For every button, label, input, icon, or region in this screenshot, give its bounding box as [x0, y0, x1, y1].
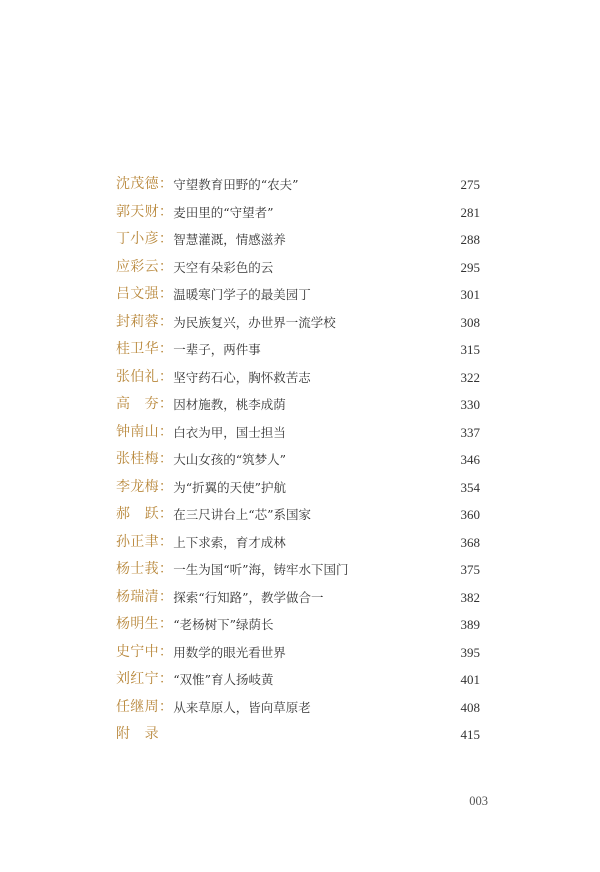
- toc-entry-page: 346: [460, 452, 480, 467]
- toc-entry-page: 360: [460, 507, 480, 522]
- toc-entry[interactable]: [116, 419, 480, 447]
- toc-entry-page: 330: [460, 397, 480, 412]
- toc-entry-name: 封莉蓉：: [116, 313, 174, 330]
- toc-entry-name: 吕文强：: [116, 286, 174, 302]
- toc-entry-page: 288: [460, 232, 480, 247]
- toc-entry-page: 389: [460, 617, 480, 632]
- toc-entry[interactable]: [116, 501, 480, 529]
- toc-entry-page: 375: [460, 562, 480, 577]
- toc-entry-title: “双惟”育人扬岐黄: [173, 672, 274, 687]
- toc-entry[interactable]: [116, 199, 480, 227]
- toc-entry-title: 大山女孩的“筑梦人”: [173, 452, 286, 467]
- toc-entry-title: 麦田里的“守望者”: [173, 204, 274, 220]
- toc-entry-title: 智慧灌溉，情感滋养: [173, 232, 286, 247]
- toc-entry-title: 为“折翼的天使”护航: [173, 479, 286, 495]
- toc-entry[interactable]: [116, 309, 480, 337]
- toc-entry-page: 408: [460, 699, 480, 715]
- toc-entry-page: 315: [460, 342, 480, 357]
- toc-entry-title: “老杨树下”绿荫长: [173, 617, 274, 632]
- toc-entry[interactable]: [116, 721, 480, 749]
- page-number: 003: [469, 794, 488, 808]
- toc-entry-page: 301: [460, 287, 480, 302]
- toc-entry-page: 368: [460, 534, 480, 550]
- toc-entry-page: 337: [460, 424, 480, 440]
- toc-entry-title: 为民族复兴，办世界一流学校: [173, 314, 336, 330]
- toc-entry-title: 从来草原人，皆向草原老: [173, 699, 311, 715]
- toc-entry-name: 张桂梅：: [116, 451, 174, 467]
- toc-entry[interactable]: [116, 694, 480, 722]
- toc-entry-title: 一辈子，两件事: [173, 342, 261, 357]
- toc-entry[interactable]: [116, 529, 480, 557]
- toc-entry-name: 刘红宁：: [116, 671, 174, 687]
- toc-entry[interactable]: [116, 281, 480, 309]
- toc-entry-title: 白衣为甲，国士担当: [173, 424, 286, 440]
- toc-entry-title: 天空有朵彩色的云: [173, 259, 274, 275]
- toc-entry-title: 温暖寒门学子的最美园丁: [173, 287, 311, 302]
- toc-entry-page: 415: [460, 727, 480, 742]
- toc-entry[interactable]: [116, 666, 480, 694]
- toc-entry[interactable]: [116, 446, 480, 474]
- toc-entry-title: 坚守药石心，胸怀救苦志: [173, 369, 311, 385]
- toc-entry-name: 桂卫华：: [116, 341, 174, 357]
- toc-entry-title: 探索“行知路”，教学做合一: [173, 589, 324, 605]
- toc-entry-title: 因材施教，桃李成荫: [173, 397, 286, 412]
- toc-entry-name: 丁小彦：: [116, 231, 174, 247]
- toc-entry[interactable]: [116, 226, 480, 254]
- toc-entry-name: 孙正聿：: [116, 533, 174, 550]
- toc-entry[interactable]: [116, 391, 480, 419]
- toc-entry[interactable]: [116, 254, 480, 282]
- toc-entry-name: 任继周：: [116, 698, 174, 715]
- toc-entry-name: 张伯礼：: [116, 368, 174, 385]
- toc-entry[interactable]: [116, 364, 480, 392]
- toc-entry-name: 郭天财：: [116, 203, 174, 220]
- toc-entry-name: 钟南山：: [116, 423, 174, 440]
- toc-entry-title: 上下求索，育才成林: [173, 534, 286, 550]
- toc-entry[interactable]: [116, 171, 480, 199]
- table-of-contents: [116, 171, 480, 749]
- toc-entry[interactable]: [116, 556, 480, 584]
- toc-entry-name: 杨士莪：: [116, 561, 174, 577]
- toc-entry-page: 354: [460, 479, 480, 495]
- toc-entry-title: 用数学的眼光看世界: [173, 644, 286, 660]
- toc-entry-page: 295: [460, 259, 480, 275]
- toc-entry-page: 395: [460, 644, 480, 660]
- toc-entry[interactable]: [116, 639, 480, 667]
- toc-entry-page: 401: [460, 672, 480, 687]
- toc-entry-name: 史宁中：: [116, 643, 174, 660]
- toc-entry-name: 附 录: [116, 726, 159, 742]
- toc-entry[interactable]: [116, 611, 480, 639]
- toc-entry-page: 322: [460, 369, 480, 385]
- toc-entry-name: 沈茂德：: [116, 176, 174, 192]
- toc-entry-page: 275: [460, 177, 480, 192]
- toc-entry-page: 308: [460, 314, 480, 330]
- toc-entry[interactable]: [116, 336, 480, 364]
- toc-entry-name: 杨明生：: [116, 616, 174, 632]
- toc-entry-page: 382: [460, 589, 480, 605]
- toc-entry-name: 高 夯：: [116, 396, 174, 412]
- toc-entry-page: 281: [460, 204, 480, 220]
- toc-entry-title: 一生为国“听”海，铸牢水下国门: [173, 562, 349, 577]
- toc-entry-title: 在三尺讲台上“芯”系国家: [173, 507, 311, 522]
- toc-entry-name: 应彩云：: [116, 258, 174, 275]
- toc-entry-title: 守望教育田野的“农夫”: [173, 177, 299, 192]
- toc-entry[interactable]: [116, 584, 480, 612]
- toc-entry-name: 杨瑞清：: [116, 588, 174, 605]
- toc-entry-name: 李龙梅：: [116, 478, 174, 495]
- toc-entry[interactable]: [116, 474, 480, 502]
- toc-entry-name: 郝 跃：: [116, 506, 174, 522]
